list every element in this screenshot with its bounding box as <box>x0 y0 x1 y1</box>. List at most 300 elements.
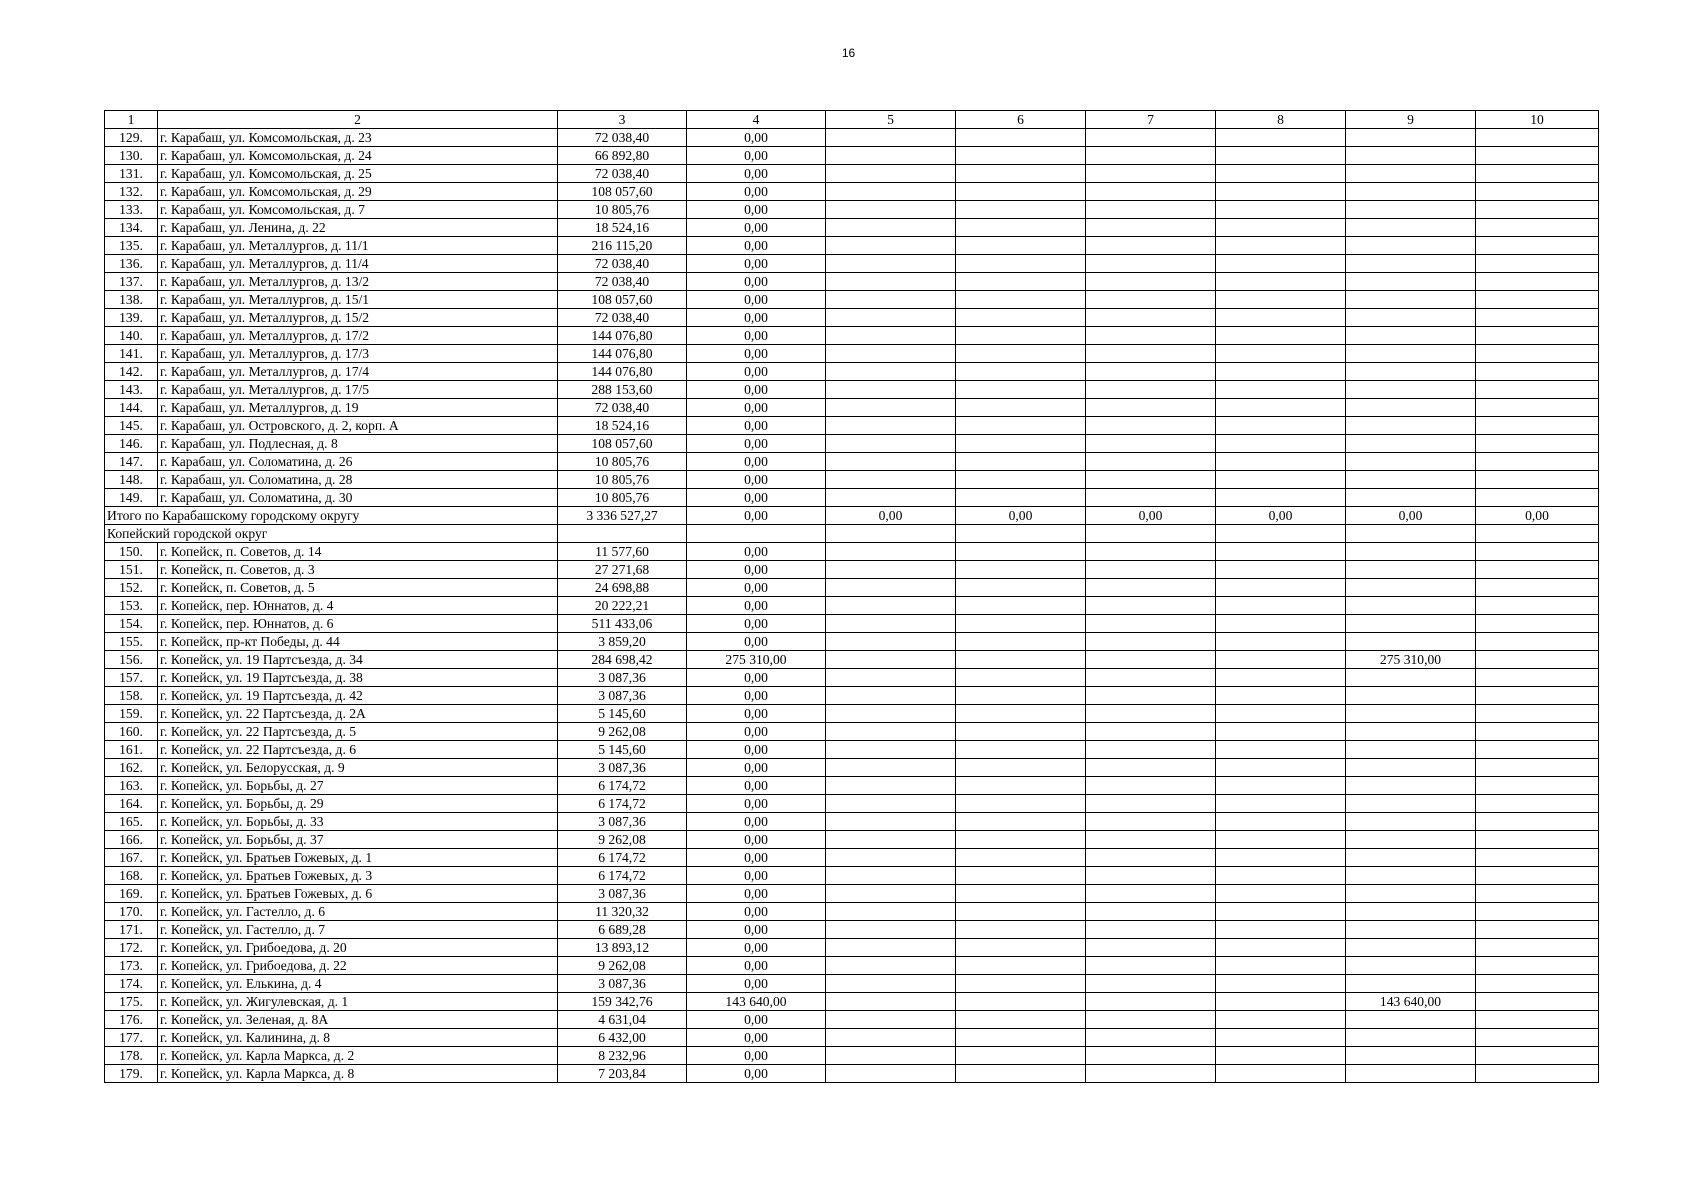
col10-cell <box>1476 561 1599 579</box>
col7-cell <box>1086 309 1216 327</box>
amount-col3-cell: 5 145,60 <box>558 741 687 759</box>
amount-col3-cell: 6 174,72 <box>558 849 687 867</box>
amount-col4-cell: 0,00 <box>687 183 826 201</box>
col6-cell <box>956 813 1086 831</box>
col10-cell <box>1476 489 1599 507</box>
table-row <box>105 471 1599 489</box>
amount-col3-cell: 10 805,76 <box>558 453 687 471</box>
col8-cell <box>1216 183 1346 201</box>
col7-cell <box>1086 471 1216 489</box>
col8-cell <box>1216 201 1346 219</box>
address-cell: г. Карабаш, ул. Металлургов, д. 15/2 <box>158 309 558 327</box>
amount-col9-cell <box>1346 183 1476 201</box>
amount-col4-cell: 0,00 <box>687 939 826 957</box>
col8-cell <box>1216 363 1346 381</box>
col10-cell <box>1476 417 1599 435</box>
row-number: 177. <box>105 1029 158 1047</box>
row-number: 136. <box>105 255 158 273</box>
amount-col4-cell: 0,00 <box>687 957 826 975</box>
amount-col4-cell: 0,00 <box>687 867 826 885</box>
amount-col3-cell: 72 038,40 <box>558 399 687 417</box>
amount-col4-cell: 0,00 <box>687 255 826 273</box>
row-number: 151. <box>105 561 158 579</box>
col8-cell <box>1216 723 1346 741</box>
col5-cell <box>826 471 956 489</box>
col6-cell <box>956 201 1086 219</box>
col8-cell <box>1216 219 1346 237</box>
col7-cell <box>1086 201 1216 219</box>
amount-col3-cell: 159 342,76 <box>558 993 687 1011</box>
col10-cell <box>1476 309 1599 327</box>
amount-col9-cell <box>1346 831 1476 849</box>
col8-cell <box>1216 129 1346 147</box>
col6-cell <box>956 795 1086 813</box>
row-number: 133. <box>105 201 158 219</box>
amount-col9-cell <box>1346 939 1476 957</box>
table-row <box>105 633 1599 651</box>
row-number: 173. <box>105 957 158 975</box>
column-header: 7 <box>1086 111 1216 129</box>
col6-cell <box>956 1011 1086 1029</box>
address-cell: г. Карабаш, ул. Подлесная, д. 8 <box>158 435 558 453</box>
col10-cell <box>1476 147 1599 165</box>
amount-col4-cell: 0,00 <box>687 579 826 597</box>
col10-cell <box>1476 705 1599 723</box>
col7-cell <box>1086 939 1216 957</box>
col5-cell <box>826 291 956 309</box>
address-cell: г. Копейск, ул. Грибоедова, д. 20 <box>158 939 558 957</box>
row-number: 139. <box>105 309 158 327</box>
col5-cell <box>826 489 956 507</box>
col6-cell <box>956 885 1086 903</box>
col10-cell <box>1476 759 1599 777</box>
address-cell: г. Копейск, п. Советов, д. 14 <box>158 543 558 561</box>
col8-cell <box>1216 867 1346 885</box>
col8-cell <box>1216 651 1346 669</box>
total-row <box>105 507 1599 525</box>
col5-cell <box>826 417 956 435</box>
col7-cell <box>1086 237 1216 255</box>
col7-cell <box>1086 165 1216 183</box>
col5-cell <box>826 777 956 795</box>
table-row <box>105 975 1599 993</box>
col5-cell <box>826 921 956 939</box>
amount-col4-cell: 0,00 <box>687 147 826 165</box>
col5-cell <box>826 579 956 597</box>
row-number: 178. <box>105 1047 158 1065</box>
col6-cell <box>956 975 1086 993</box>
table-row <box>105 183 1599 201</box>
col7-cell <box>1086 489 1216 507</box>
amount-col3-cell: 3 087,36 <box>558 687 687 705</box>
empty-cell <box>1216 525 1346 543</box>
address-cell: г. Копейск, ул. Гастелло, д. 6 <box>158 903 558 921</box>
col5-cell <box>826 327 956 345</box>
col6-cell <box>956 687 1086 705</box>
col8-cell <box>1216 885 1346 903</box>
row-number: 167. <box>105 849 158 867</box>
col10-cell <box>1476 831 1599 849</box>
address-cell: г. Карабаш, ул. Металлургов, д. 17/2 <box>158 327 558 345</box>
col7-cell <box>1086 993 1216 1011</box>
row-number: 156. <box>105 651 158 669</box>
amount-col9-cell <box>1346 165 1476 183</box>
address-cell: г. Копейск, ул. Жигулевская, д. 1 <box>158 993 558 1011</box>
table-row <box>105 651 1599 669</box>
col5-cell <box>826 669 956 687</box>
col6-cell <box>956 867 1086 885</box>
amount-col4-cell: 0,00 <box>687 597 826 615</box>
col8-cell <box>1216 831 1346 849</box>
table-row <box>105 939 1599 957</box>
amount-col9-cell <box>1346 795 1476 813</box>
amount-col3-cell: 6 174,72 <box>558 867 687 885</box>
table-row <box>105 129 1599 147</box>
address-cell: г. Копейск, ул. Братьев Гожевых, д. 3 <box>158 867 558 885</box>
amount-col4-cell: 0,00 <box>687 813 826 831</box>
address-cell: г. Карабаш, ул. Соломатина, д. 30 <box>158 489 558 507</box>
address-cell: г. Копейск, ул. Братьев Гожевых, д. 1 <box>158 849 558 867</box>
col7-cell <box>1086 849 1216 867</box>
col10-cell <box>1476 975 1599 993</box>
col6-cell <box>956 831 1086 849</box>
col8-cell <box>1216 1065 1346 1083</box>
address-cell: г. Карабаш, ул. Комсомольская, д. 25 <box>158 165 558 183</box>
amount-col3-cell: 3 087,36 <box>558 885 687 903</box>
row-number: 135. <box>105 237 158 255</box>
table-row <box>105 561 1599 579</box>
address-cell: г. Копейск, пр-кт Победы, д. 44 <box>158 633 558 651</box>
col8-cell <box>1216 561 1346 579</box>
amount-col3-cell: 6 689,28 <box>558 921 687 939</box>
row-number: 145. <box>105 417 158 435</box>
table-row <box>105 237 1599 255</box>
col10-cell <box>1476 903 1599 921</box>
address-cell: г. Карабаш, ул. Соломатина, д. 26 <box>158 453 558 471</box>
row-number: 166. <box>105 831 158 849</box>
col6-cell <box>956 345 1086 363</box>
column-header: 5 <box>826 111 956 129</box>
amount-col3-cell: 72 038,40 <box>558 309 687 327</box>
amount-col4-cell: 0,00 <box>687 1029 826 1047</box>
table-body <box>105 111 1599 1083</box>
col10-cell <box>1476 633 1599 651</box>
row-number: 172. <box>105 939 158 957</box>
amount-col9-cell <box>1346 1065 1476 1083</box>
column-header: 6 <box>956 111 1086 129</box>
header-row <box>105 111 1599 129</box>
amount-col9-cell <box>1346 417 1476 435</box>
col10-cell <box>1476 327 1599 345</box>
col8-cell <box>1216 345 1346 363</box>
col8-cell <box>1216 255 1346 273</box>
col8-cell <box>1216 813 1346 831</box>
amount-col3-cell: 10 805,76 <box>558 201 687 219</box>
col8-cell <box>1216 471 1346 489</box>
col7-cell <box>1086 327 1216 345</box>
address-cell: г. Карабаш, ул. Металлургов, д. 15/1 <box>158 291 558 309</box>
col6-cell <box>956 669 1086 687</box>
amount-col9-cell <box>1346 543 1476 561</box>
amount-col4-cell: 0,00 <box>687 795 826 813</box>
col10-cell <box>1476 471 1599 489</box>
address-cell: г. Копейск, ул. 19 Партсъезда, д. 34 <box>158 651 558 669</box>
address-cell: г. Карабаш, ул. Соломатина, д. 28 <box>158 471 558 489</box>
address-cell: г. Копейск, ул. Братьев Гожевых, д. 6 <box>158 885 558 903</box>
col7-cell <box>1086 1065 1216 1083</box>
col8-cell <box>1216 705 1346 723</box>
col6-cell <box>956 957 1086 975</box>
total-c4-cell: 0,00 <box>687 507 826 525</box>
amount-col4-cell: 0,00 <box>687 219 826 237</box>
col6-cell <box>956 651 1086 669</box>
col8-cell <box>1216 399 1346 417</box>
col8-cell <box>1216 417 1346 435</box>
amount-col9-cell <box>1346 129 1476 147</box>
col7-cell <box>1086 219 1216 237</box>
amount-col9-cell <box>1346 705 1476 723</box>
col10-cell <box>1476 201 1599 219</box>
total-c10-cell: 0,00 <box>1476 507 1599 525</box>
amount-col9-cell: 275 310,00 <box>1346 651 1476 669</box>
column-header: 4 <box>687 111 826 129</box>
address-cell: г. Копейск, ул. Зеленая, д. 8А <box>158 1011 558 1029</box>
address-cell: г. Карабаш, ул. Комсомольская, д. 29 <box>158 183 558 201</box>
col5-cell <box>826 363 956 381</box>
amount-col4-cell: 0,00 <box>687 921 826 939</box>
col7-cell <box>1086 1011 1216 1029</box>
amount-col9-cell: 143 640,00 <box>1346 993 1476 1011</box>
amount-col4-cell: 0,00 <box>687 1011 826 1029</box>
col6-cell <box>956 1065 1086 1083</box>
col10-cell <box>1476 669 1599 687</box>
col10-cell <box>1476 399 1599 417</box>
col7-cell <box>1086 255 1216 273</box>
col6-cell <box>956 939 1086 957</box>
empty-cell <box>956 525 1086 543</box>
amount-col4-cell: 0,00 <box>687 669 826 687</box>
address-cell: г. Карабаш, ул. Комсомольская, д. 23 <box>158 129 558 147</box>
row-number: 165. <box>105 813 158 831</box>
amount-col9-cell <box>1346 1011 1476 1029</box>
amount-col4-cell: 0,00 <box>687 849 826 867</box>
amount-col3-cell: 3 087,36 <box>558 813 687 831</box>
col8-cell <box>1216 165 1346 183</box>
row-number: 137. <box>105 273 158 291</box>
empty-cell <box>1346 525 1476 543</box>
col5-cell <box>826 345 956 363</box>
amount-col4-cell: 0,00 <box>687 327 826 345</box>
table-row <box>105 759 1599 777</box>
amount-col4-cell: 0,00 <box>687 363 826 381</box>
amount-col3-cell: 9 262,08 <box>558 957 687 975</box>
amount-col3-cell: 284 698,42 <box>558 651 687 669</box>
column-header: 3 <box>558 111 687 129</box>
col8-cell <box>1216 975 1346 993</box>
amount-col3-cell: 72 038,40 <box>558 129 687 147</box>
amount-col3-cell: 10 805,76 <box>558 471 687 489</box>
col5-cell <box>826 219 956 237</box>
table-row <box>105 867 1599 885</box>
col10-cell <box>1476 723 1599 741</box>
amount-col3-cell: 27 271,68 <box>558 561 687 579</box>
col7-cell <box>1086 291 1216 309</box>
table-row <box>105 849 1599 867</box>
col6-cell <box>956 489 1086 507</box>
address-cell: г. Копейск, ул. Борьбы, д. 27 <box>158 777 558 795</box>
table-row <box>105 687 1599 705</box>
column-header: 10 <box>1476 111 1599 129</box>
amount-col9-cell <box>1346 489 1476 507</box>
col8-cell <box>1216 489 1346 507</box>
col5-cell <box>826 687 956 705</box>
col10-cell <box>1476 741 1599 759</box>
col8-cell <box>1216 939 1346 957</box>
col10-cell <box>1476 1065 1599 1083</box>
row-number: 131. <box>105 165 158 183</box>
empty-cell <box>1086 525 1216 543</box>
amount-col3-cell: 9 262,08 <box>558 831 687 849</box>
row-number: 158. <box>105 687 158 705</box>
amount-col9-cell <box>1346 1029 1476 1047</box>
page-number: 16 <box>841 46 856 60</box>
col5-cell <box>826 1047 956 1065</box>
col10-cell <box>1476 255 1599 273</box>
table-row <box>105 957 1599 975</box>
col8-cell <box>1216 777 1346 795</box>
amount-col4-cell: 0,00 <box>687 687 826 705</box>
col5-cell <box>826 903 956 921</box>
amount-col3-cell: 24 698,88 <box>558 579 687 597</box>
amount-col9-cell <box>1346 777 1476 795</box>
col10-cell <box>1476 237 1599 255</box>
row-number: 141. <box>105 345 158 363</box>
amount-col9-cell <box>1346 237 1476 255</box>
row-number: 150. <box>105 543 158 561</box>
amount-col3-cell: 4 631,04 <box>558 1011 687 1029</box>
col6-cell <box>956 633 1086 651</box>
col7-cell <box>1086 129 1216 147</box>
amount-col3-cell: 216 115,20 <box>558 237 687 255</box>
col8-cell <box>1216 1047 1346 1065</box>
address-cell: г. Карабаш, ул. Металлургов, д. 17/3 <box>158 345 558 363</box>
empty-cell <box>1476 525 1599 543</box>
table-row <box>105 543 1599 561</box>
row-number: 179. <box>105 1065 158 1083</box>
col7-cell <box>1086 147 1216 165</box>
address-cell: г. Карабаш, ул. Ленина, д. 22 <box>158 219 558 237</box>
amount-col4-cell: 0,00 <box>687 471 826 489</box>
amount-col4-cell: 0,00 <box>687 201 826 219</box>
amount-col3-cell: 9 262,08 <box>558 723 687 741</box>
row-number: 147. <box>105 453 158 471</box>
amount-col3-cell: 144 076,80 <box>558 363 687 381</box>
amount-col3-cell: 6 174,72 <box>558 795 687 813</box>
amount-col3-cell: 3 087,36 <box>558 759 687 777</box>
table-row <box>105 219 1599 237</box>
col8-cell <box>1216 309 1346 327</box>
table-row <box>105 831 1599 849</box>
col7-cell <box>1086 345 1216 363</box>
address-cell: г. Копейск, ул. Борьбы, д. 29 <box>158 795 558 813</box>
col10-cell <box>1476 435 1599 453</box>
amount-col4-cell: 0,00 <box>687 129 826 147</box>
row-number: 153. <box>105 597 158 615</box>
col6-cell <box>956 579 1086 597</box>
col6-cell <box>956 741 1086 759</box>
address-cell: г. Копейск, ул. Гастелло, д. 7 <box>158 921 558 939</box>
col7-cell <box>1086 651 1216 669</box>
amount-col9-cell <box>1346 345 1476 363</box>
total-c5-cell: 0,00 <box>826 507 956 525</box>
col6-cell <box>956 399 1086 417</box>
row-number: 152. <box>105 579 158 597</box>
row-number: 130. <box>105 147 158 165</box>
table-row <box>105 885 1599 903</box>
col7-cell <box>1086 399 1216 417</box>
amount-col4-cell: 0,00 <box>687 345 826 363</box>
col10-cell <box>1476 849 1599 867</box>
table-row <box>105 273 1599 291</box>
col10-cell <box>1476 993 1599 1011</box>
row-number: 160. <box>105 723 158 741</box>
table-row <box>105 777 1599 795</box>
col5-cell <box>826 813 956 831</box>
col5-cell <box>826 957 956 975</box>
address-cell: г. Копейск, ул. Белорусская, д. 9 <box>158 759 558 777</box>
col6-cell <box>956 435 1086 453</box>
amount-col9-cell <box>1346 867 1476 885</box>
amount-col4-cell: 0,00 <box>687 1065 826 1083</box>
col10-cell <box>1476 543 1599 561</box>
col8-cell <box>1216 327 1346 345</box>
section-header-row <box>105 525 1599 543</box>
col7-cell <box>1086 417 1216 435</box>
col10-cell <box>1476 1047 1599 1065</box>
col8-cell <box>1216 435 1346 453</box>
amount-col4-cell: 0,00 <box>687 975 826 993</box>
empty-cell <box>826 525 956 543</box>
col5-cell <box>826 453 956 471</box>
col7-cell <box>1086 579 1216 597</box>
amount-col3-cell: 72 038,40 <box>558 273 687 291</box>
row-number: 142. <box>105 363 158 381</box>
col6-cell <box>956 381 1086 399</box>
row-number: 154. <box>105 615 158 633</box>
col7-cell <box>1086 273 1216 291</box>
row-number: 170. <box>105 903 158 921</box>
col6-cell <box>956 183 1086 201</box>
col6-cell <box>956 705 1086 723</box>
amount-col3-cell: 3 087,36 <box>558 669 687 687</box>
col6-cell <box>956 417 1086 435</box>
address-cell: г. Карабаш, ул. Металлургов, д. 19 <box>158 399 558 417</box>
address-cell: г. Копейск, ул. Карла Маркса, д. 2 <box>158 1047 558 1065</box>
col8-cell <box>1216 669 1346 687</box>
address-cell: г. Копейск, ул. Борьбы, д. 37 <box>158 831 558 849</box>
col8-cell <box>1216 957 1346 975</box>
col5-cell <box>826 867 956 885</box>
col7-cell <box>1086 723 1216 741</box>
col10-cell <box>1476 867 1599 885</box>
amount-col4-cell: 0,00 <box>687 165 826 183</box>
amount-col9-cell <box>1346 147 1476 165</box>
total-c9-cell: 0,00 <box>1346 507 1476 525</box>
col6-cell <box>956 165 1086 183</box>
amount-col9-cell <box>1346 471 1476 489</box>
col7-cell <box>1086 183 1216 201</box>
col6-cell <box>956 615 1086 633</box>
